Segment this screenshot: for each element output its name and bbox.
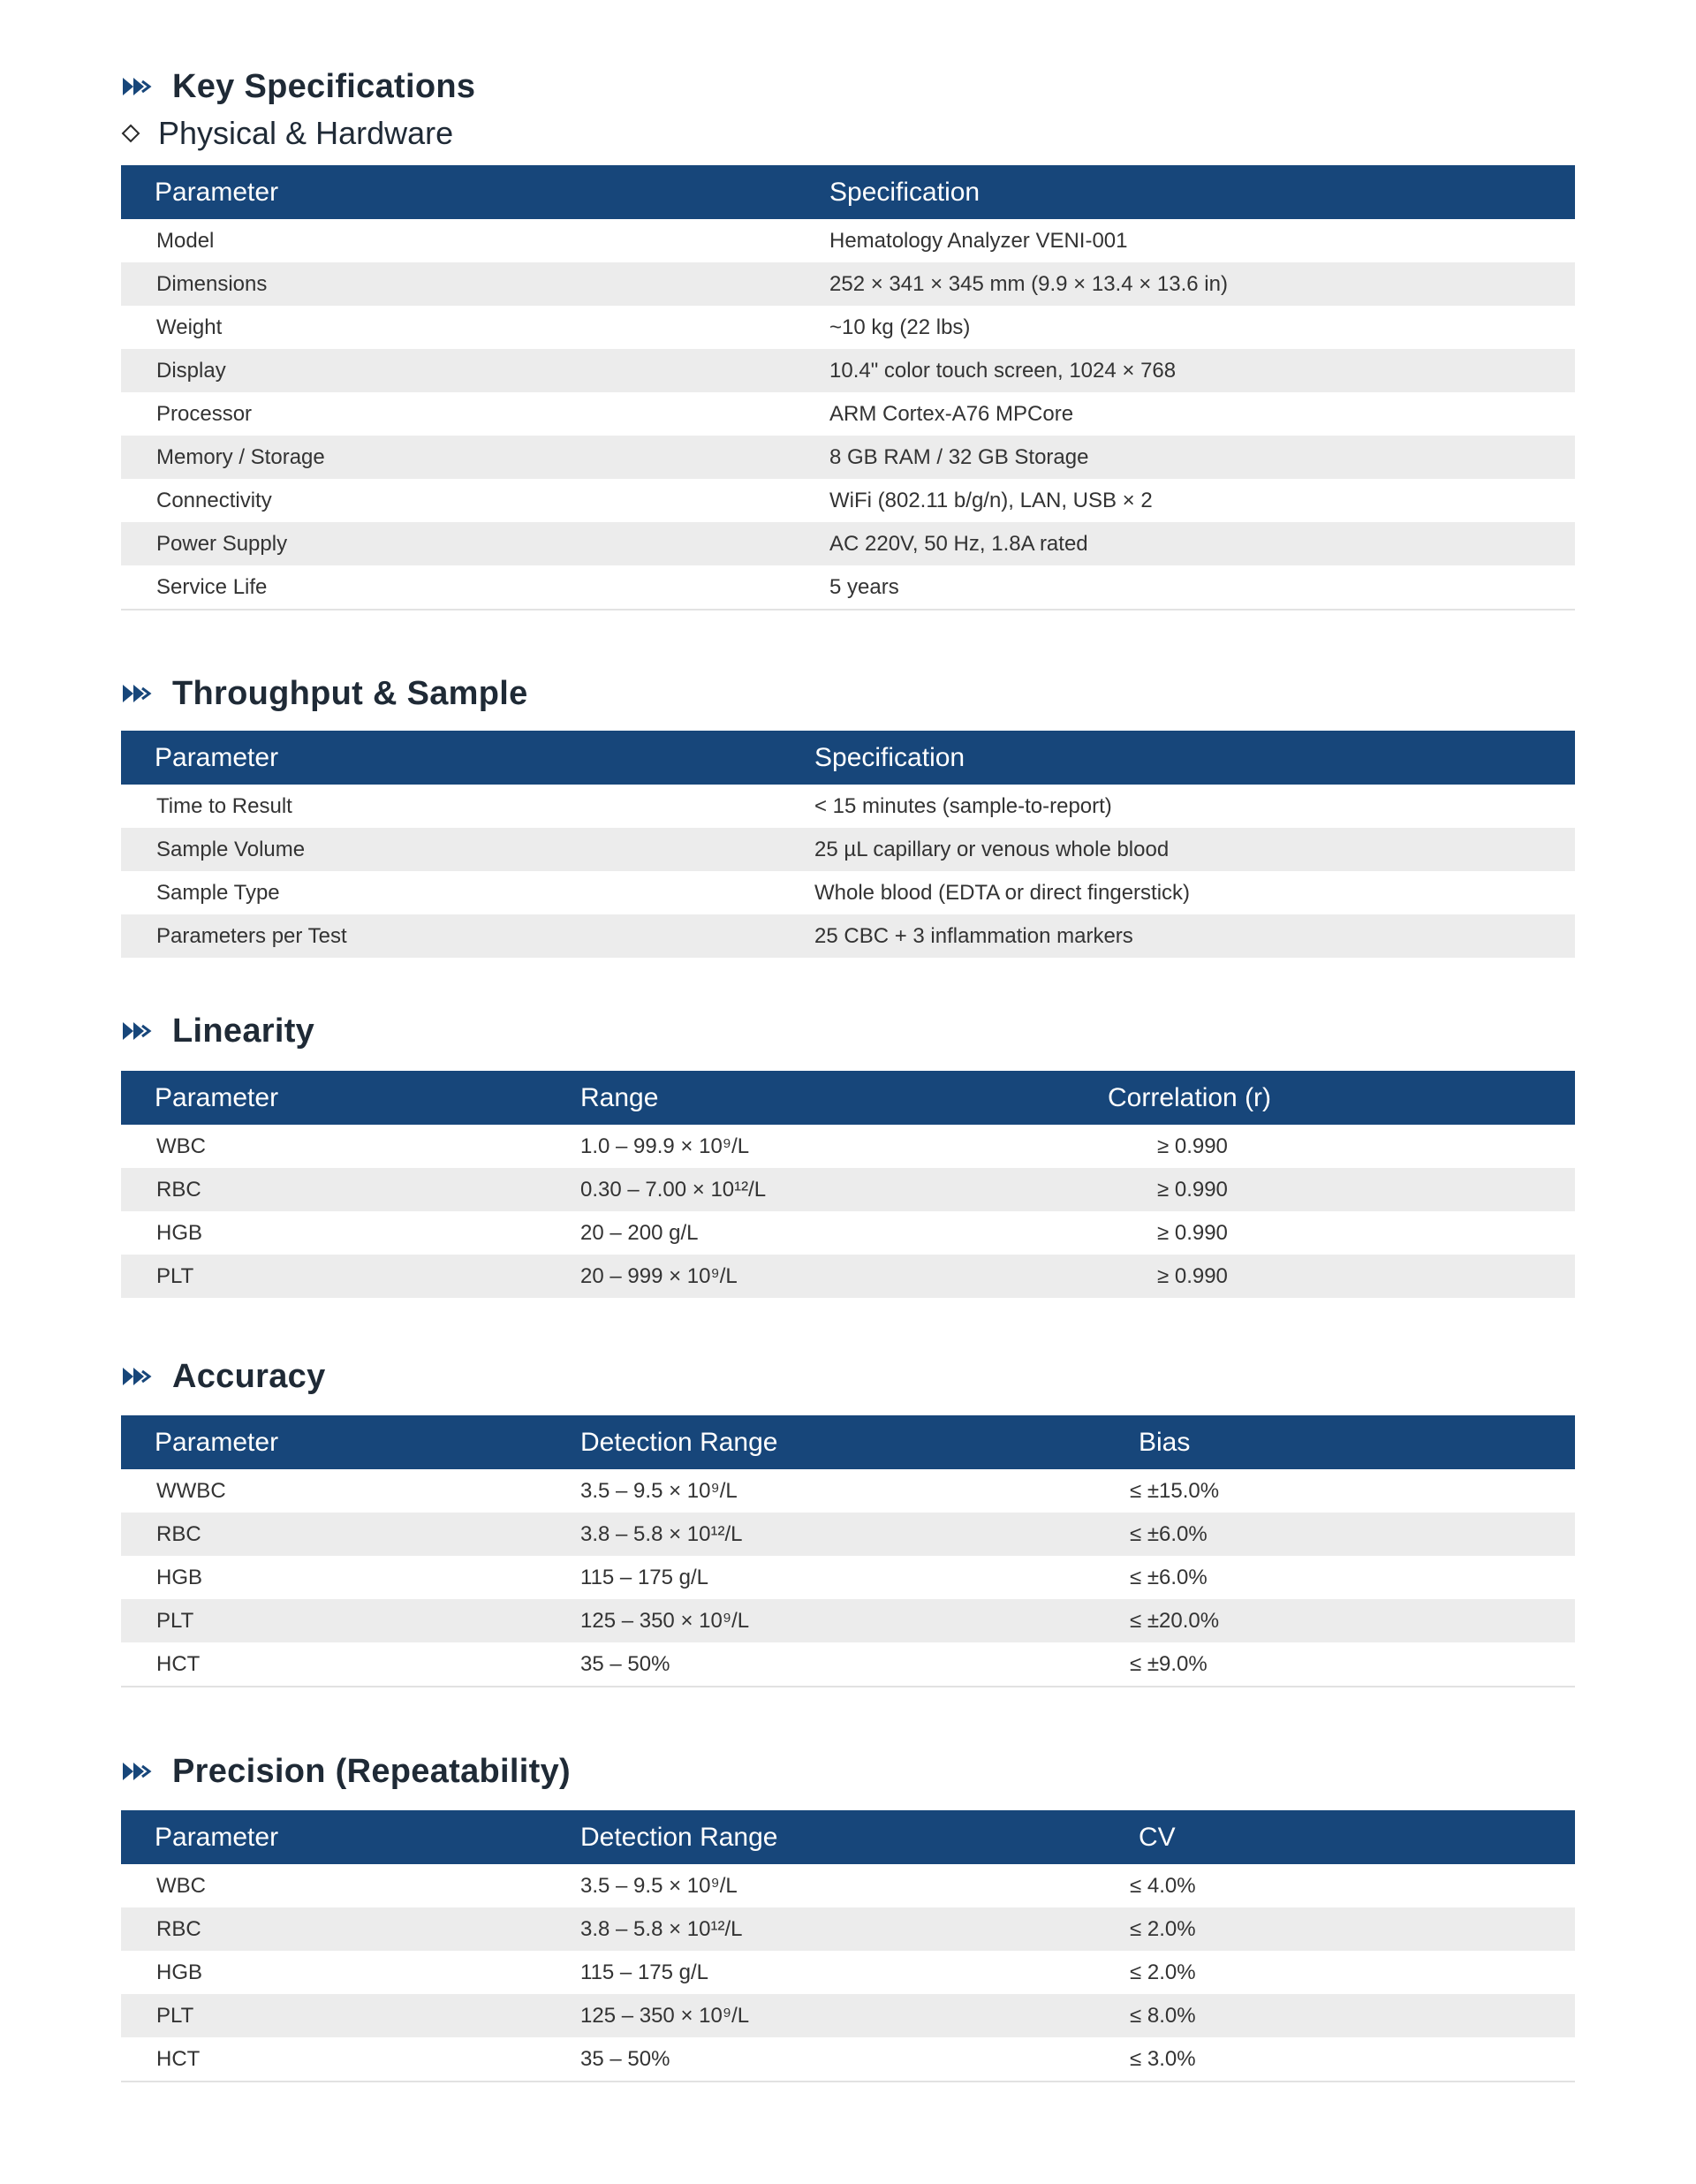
subsection-physical-hardware (121, 110, 453, 157)
table-row (121, 219, 1575, 262)
parameter-cell: PLT (156, 1608, 194, 1633)
column-header: Detection Range (580, 1822, 778, 1852)
parameter-cell: Power Supply (156, 531, 288, 556)
table-row (121, 785, 1575, 828)
parameter-cell: Parameters per Test (156, 923, 347, 948)
table-row (121, 522, 1575, 565)
range-cell: 3.5 – 9.5 × 10⁹/L (580, 1478, 738, 1503)
column-header: Parameter (155, 1427, 279, 1457)
table-row (121, 1125, 1575, 1168)
section-title: Linearity (172, 1012, 315, 1050)
value-cell: 252 × 341 × 345 mm (9.9 × 13.4 × 13.6 in) (829, 271, 1228, 296)
range-cell: 35 – 50% (580, 2037, 1130, 2082)
range-cell: 20 – 200 g/L (580, 1220, 699, 1245)
parameter-cell: WBC (156, 1134, 206, 1158)
subsection-title: Physical & Hardware (158, 115, 454, 151)
double-arrow-icon (121, 683, 155, 704)
correlation-cell: ≥ 0.990 (1157, 1134, 1228, 1158)
range-cell: 1.0 – 99.9 × 10⁹/L (580, 1134, 750, 1158)
section-throughput-sample (121, 667, 528, 720)
table-row (121, 871, 1575, 914)
range-cell: 35 – 50% (580, 1642, 1130, 1687)
parameter-cell: Display (156, 358, 226, 383)
table-header-row (121, 1071, 1575, 1125)
section-precision (121, 1745, 571, 1798)
table-row (121, 1513, 1575, 1556)
column-header: Bias (1139, 1427, 1191, 1457)
value-cell: < 15 minutes (sample-to-report) (814, 793, 1112, 818)
parameter-cell: HCT (121, 1642, 580, 1687)
range-cell: 3.5 – 9.5 × 10⁹/L (580, 1873, 738, 1898)
table-row (121, 565, 1575, 610)
table-row (121, 914, 1575, 958)
parameter-cell: RBC (156, 1521, 201, 1546)
parameter-cell: WBC (156, 1873, 206, 1898)
range-cell: 0.30 – 7.00 × 10¹²/L (580, 1177, 767, 1202)
table-row (121, 2037, 1575, 2082)
value-cell: 10.4" color touch screen, 1024 × 768 (829, 358, 1177, 383)
range-cell: 20 – 999 × 10⁹/L (580, 1263, 738, 1288)
table-row (121, 1994, 1575, 2037)
section-title: Precision (Repeatability) (172, 1752, 571, 1790)
value-cell: WiFi (802.11 b/g/n), LAN, USB × 2 (829, 488, 1153, 512)
table-header-row (121, 1415, 1575, 1469)
section-title: Throughput & Sample (172, 674, 528, 712)
column-header: Detection Range (580, 1427, 778, 1457)
table-row (121, 1864, 1575, 1907)
table-header-row (121, 165, 1575, 219)
double-arrow-icon (121, 1020, 155, 1042)
correlation-cell: ≥ 0.990 (1157, 1263, 1228, 1288)
table-header-row (121, 1810, 1575, 1864)
double-arrow-icon (121, 1761, 155, 1782)
accuracy-table (121, 1415, 1575, 1687)
correlation-cell: ≥ 0.990 (1157, 1177, 1228, 1202)
value-cell: ~10 kg (22 lbs) (829, 315, 971, 339)
table-row (121, 1556, 1575, 1599)
column-header: Parameter (155, 1082, 279, 1112)
value-cell: Hematology Analyzer VENI-001 (829, 228, 1128, 253)
range-cell: 3.8 – 5.8 × 10¹²/L (580, 1521, 743, 1546)
parameter-cell: PLT (156, 1263, 194, 1288)
column-header: Parameter (155, 177, 279, 207)
parameter-cell: Memory / Storage (156, 444, 325, 469)
table-row (121, 1469, 1575, 1513)
range-cell: 3.8 – 5.8 × 10¹²/L (580, 1916, 743, 1941)
page-title: Key Specifications (172, 67, 476, 105)
parameter-cell: Weight (156, 315, 223, 339)
value-cell: AC 220V, 50 Hz, 1.8A rated (829, 531, 1088, 556)
table-row (121, 1907, 1575, 1951)
table-row (121, 436, 1575, 479)
section-key-specifications (121, 60, 475, 113)
parameter-cell: HGB (156, 1220, 203, 1245)
bias-cell: ≤ ±6.0% (1130, 1521, 1208, 1546)
section-linearity (121, 1005, 314, 1058)
table-row (121, 349, 1575, 392)
cv-cell: ≤ 3.0% (1130, 2037, 1575, 2082)
section-title: Accuracy (172, 1357, 326, 1395)
parameter-cell: HCT (121, 2037, 580, 2082)
bias-cell: ≤ ±6.0% (1130, 1565, 1208, 1589)
precision-table (121, 1810, 1575, 2082)
table-row (121, 1599, 1575, 1642)
parameter-cell: HGB (156, 1960, 203, 1984)
table-row (121, 479, 1575, 522)
cv-cell: ≤ 2.0% (1130, 1916, 1196, 1941)
bias-cell: ≤ ±20.0% (1130, 1608, 1220, 1633)
parameter-cell: RBC (156, 1177, 201, 1202)
parameter-cell: Model (156, 228, 215, 253)
column-header: Specification (814, 742, 965, 772)
parameter-cell: Service Life (121, 565, 794, 610)
double-arrow-icon (121, 1366, 155, 1387)
parameter-cell: Time to Result (156, 793, 292, 818)
range-cell: 125 – 350 × 10⁹/L (580, 1608, 750, 1633)
physical-hardware-table (121, 165, 1575, 610)
table-row (121, 1951, 1575, 1994)
double-arrow-icon (121, 76, 155, 97)
parameter-cell: HGB (156, 1565, 203, 1589)
parameter-cell: Sample Type (156, 880, 280, 905)
parameter-cell: RBC (156, 1916, 201, 1941)
table-row (121, 1211, 1575, 1255)
table-row (121, 306, 1575, 349)
parameter-cell: WWBC (156, 1478, 226, 1503)
diamond-outline-icon (121, 124, 140, 143)
cv-cell: ≤ 8.0% (1130, 2003, 1196, 2028)
table-row (121, 1255, 1575, 1298)
value-cell: 25 CBC + 3 inflammation markers (814, 923, 1133, 948)
table-header-row (121, 731, 1575, 785)
range-cell: 115 – 175 g/L (580, 1960, 709, 1984)
table-row (121, 262, 1575, 306)
column-header: CV (1139, 1822, 1176, 1852)
parameter-cell: Dimensions (156, 271, 268, 296)
column-header: Correlation (r) (1108, 1082, 1272, 1112)
correlation-cell: ≥ 0.990 (1157, 1220, 1228, 1245)
value-cell: 8 GB RAM / 32 GB Storage (829, 444, 1089, 469)
parameter-cell: PLT (156, 2003, 194, 2028)
section-accuracy (121, 1350, 326, 1403)
cv-cell: ≤ 2.0% (1130, 1960, 1196, 1984)
value-cell: ARM Cortex-A76 MPCore (829, 401, 1074, 426)
bias-cell: ≤ ±9.0% (1130, 1642, 1575, 1687)
range-cell: 125 – 350 × 10⁹/L (580, 2003, 750, 2028)
value-cell: 5 years (794, 565, 1575, 610)
bias-cell: ≤ ±15.0% (1130, 1478, 1220, 1503)
parameter-cell: Processor (156, 401, 253, 426)
throughput-sample-table (121, 731, 1575, 958)
parameter-cell: Connectivity (156, 488, 272, 512)
column-header: Specification (829, 177, 980, 207)
table-row (121, 1168, 1575, 1211)
column-header: Parameter (155, 1822, 279, 1852)
value-cell: 25 µL capillary or venous whole blood (814, 837, 1170, 861)
linearity-table (121, 1071, 1575, 1298)
column-header: Range (580, 1082, 659, 1112)
cv-cell: ≤ 4.0% (1130, 1873, 1196, 1898)
range-cell: 115 – 175 g/L (580, 1565, 709, 1589)
table-row (121, 1642, 1575, 1687)
parameter-cell: Sample Volume (156, 837, 306, 861)
table-row (121, 828, 1575, 871)
value-cell: Whole blood (EDTA or direct fingerstick) (814, 880, 1191, 905)
table-row (121, 392, 1575, 436)
column-header: Parameter (155, 742, 279, 772)
